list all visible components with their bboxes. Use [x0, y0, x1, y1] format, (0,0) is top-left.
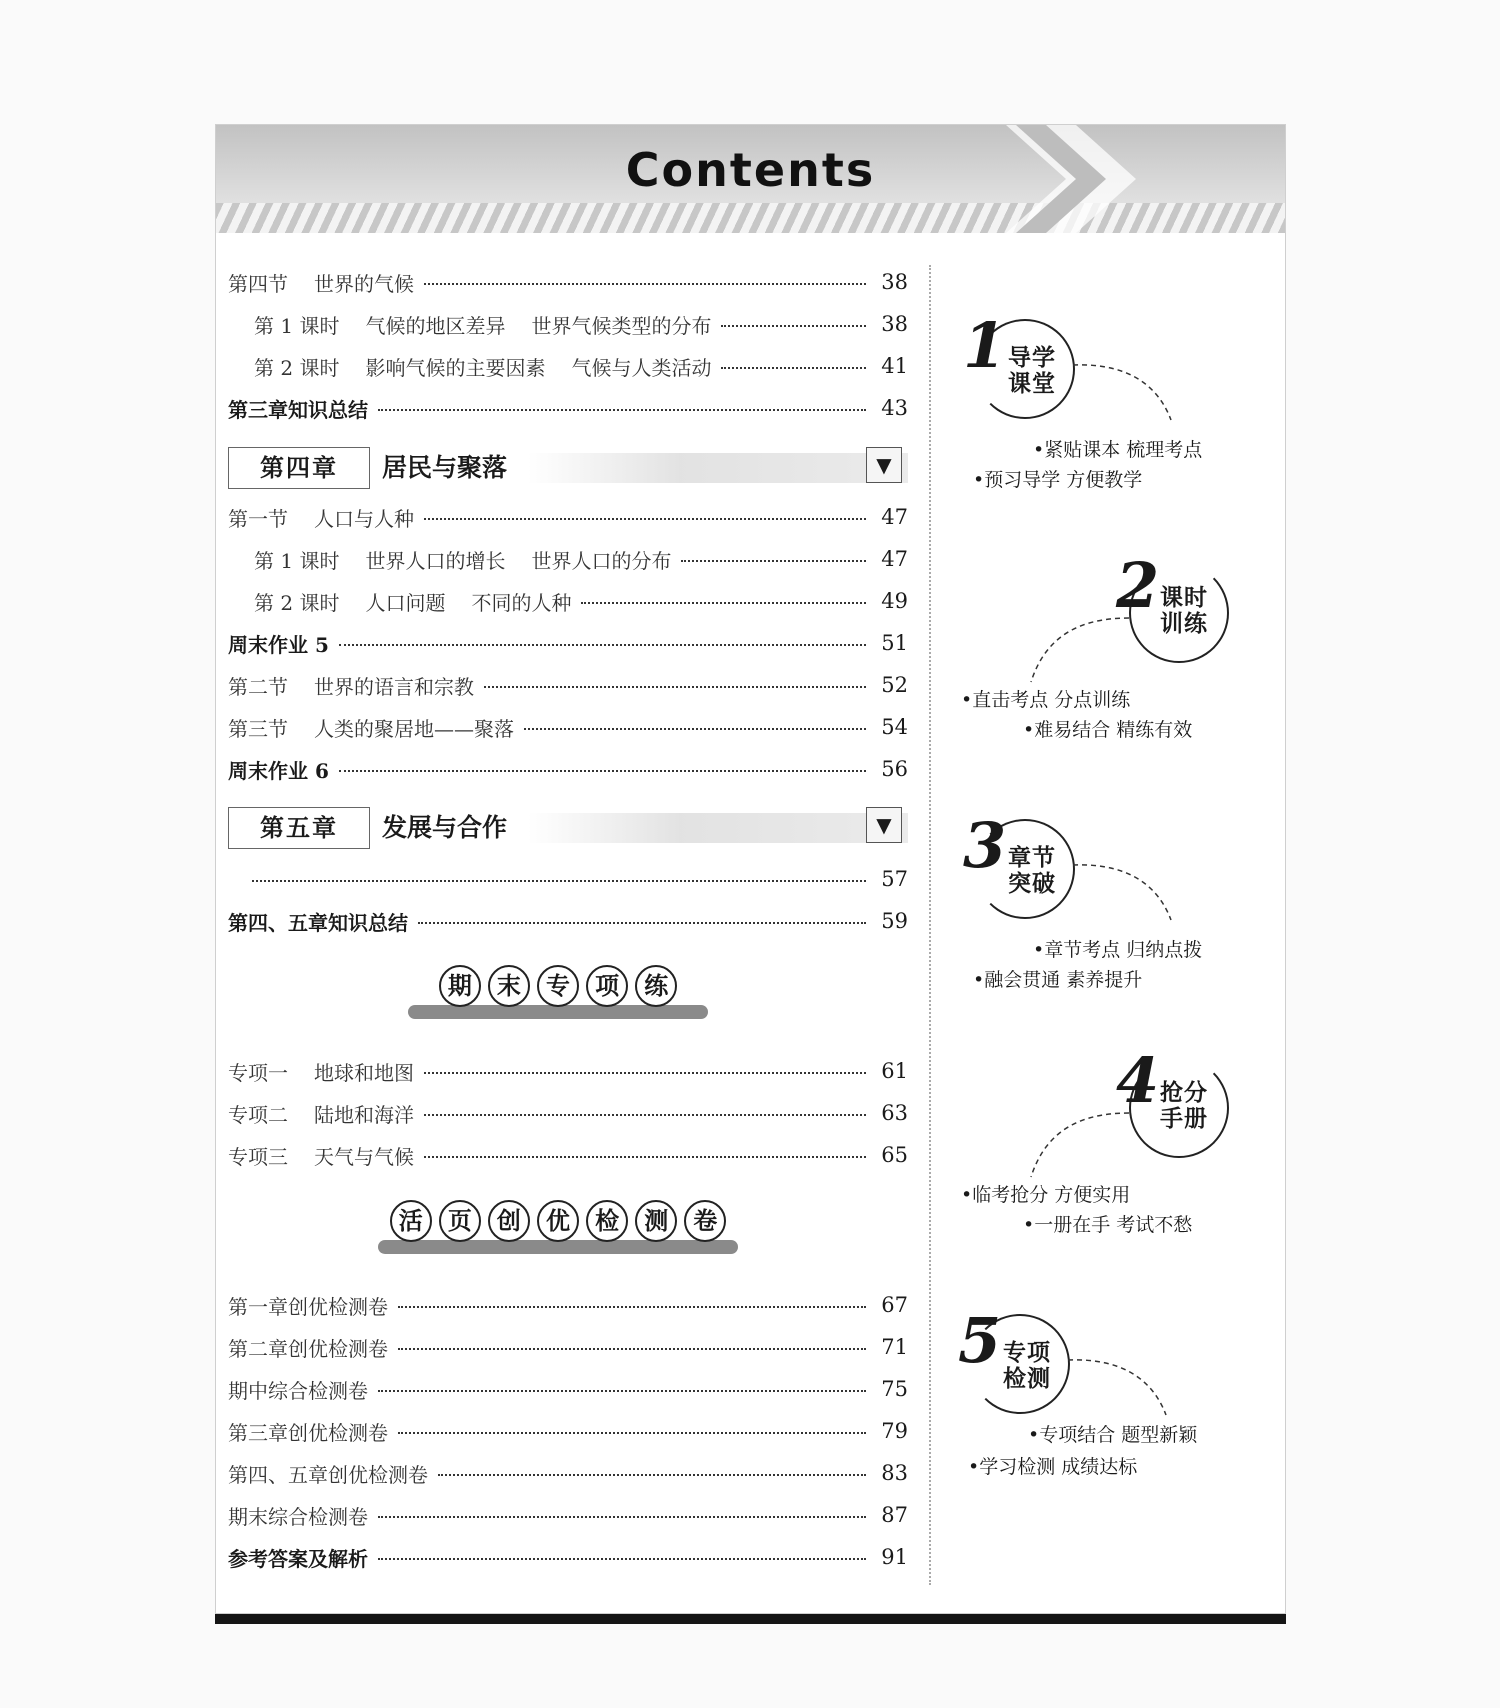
toc-entry-label: 专项一 [228, 1060, 288, 1085]
feature-bullet: •学习检测 成绩达标 [968, 1456, 1138, 1478]
toc-entry[interactable] [228, 265, 908, 299]
toc-page-number: 61 [881, 1059, 908, 1083]
chevron-down-icon[interactable]: ▼ [866, 807, 902, 843]
toc-entry-label: 专项三 [228, 1144, 288, 1169]
toc-entry[interactable] [228, 1054, 908, 1088]
chapter-heading [228, 807, 928, 851]
feature-block-5 [956, 1304, 1256, 1480]
section-title-final-practice [408, 965, 708, 1025]
toc-entry-title: 影响气候的主要因素 [365, 355, 546, 380]
column-divider [929, 265, 931, 1585]
feature-title: 专项检测 [1003, 1340, 1051, 1392]
toc-entry[interactable] [228, 1372, 908, 1406]
toc-entry-label: 第二章创优检测卷 [228, 1336, 388, 1361]
feature-number: 2 [1116, 549, 1160, 622]
feature-block-3 [961, 809, 1261, 991]
toc-entry[interactable] [228, 1288, 908, 1322]
toc-entry-label: 第一节 [228, 506, 288, 531]
section-title-char: 页 [439, 1200, 481, 1242]
section-title-char: 创 [488, 1200, 530, 1242]
toc-entry-title: 世界的气候 [314, 271, 414, 296]
section-title-char: 练 [635, 965, 677, 1007]
feature-bullet: •融会贯通 素养提升 [973, 969, 1143, 991]
toc-entry-title: 地球和地图 [314, 1060, 414, 1085]
toc-entry[interactable] [228, 1330, 908, 1364]
toc-page-number: 87 [881, 1503, 908, 1527]
chapter-number: 第五章 [228, 807, 370, 849]
feature-bullet: •紧贴课本 梳理考点 [1033, 439, 1203, 461]
toc-entry-label: 周末作业 5 [228, 632, 329, 657]
feature-number: 1 [963, 309, 1007, 382]
toc-entry-title: 气候的地区差异 [365, 313, 506, 338]
feature-number: 4 [1116, 1044, 1160, 1117]
toc-page-number: 38 [881, 270, 908, 294]
toc-entry-label: 专项二 [228, 1102, 288, 1127]
dashed-curve-icon [1071, 855, 1181, 925]
toc-entry-label: 第一章创优检测卷 [228, 1294, 388, 1319]
toc-page-number: 57 [881, 867, 908, 891]
section-title-char: 测 [635, 1200, 677, 1242]
toc-entry[interactable] [228, 584, 908, 618]
toc-entry-label: 期末综合检测卷 [228, 1504, 368, 1529]
feature-block-2 [951, 549, 1251, 741]
feature-number: 3 [963, 809, 1007, 882]
section-title-bar [408, 1005, 708, 1019]
toc-entry[interactable] [228, 626, 908, 660]
toc-page-number: 54 [881, 715, 908, 739]
contents-banner [216, 125, 1285, 233]
toc-page-number: 75 [881, 1377, 908, 1401]
feature-block-1 [961, 309, 1261, 491]
toc-entry-label: 参考答案及解析 [228, 1546, 368, 1571]
toc-page-number: 67 [881, 1293, 908, 1317]
toc-entry-label: 第三章创优检测卷 [228, 1420, 388, 1445]
feature-bullet: •临考抢分 方便实用 [961, 1184, 1131, 1206]
toc-entry-label: 第 1 课时 [254, 313, 340, 338]
toc-entry-label: 第四、五章知识总结 [228, 910, 408, 935]
toc-page-number: 56 [881, 757, 908, 781]
toc-page-number: 91 [881, 1545, 908, 1569]
section-title-bar [378, 1240, 738, 1254]
toc-page-number: 49 [881, 589, 908, 613]
toc-entry[interactable] [228, 349, 908, 383]
feature-title: 抢分手册 [1160, 1080, 1208, 1132]
feature-bullet: •难易结合 精练有效 [1023, 719, 1193, 741]
section-title-char: 专 [537, 965, 579, 1007]
chapter-heading [228, 447, 928, 491]
toc-page-number: 65 [881, 1143, 908, 1167]
toc-entry[interactable] [228, 1096, 908, 1130]
toc-entry[interactable] [228, 307, 908, 341]
feature-title: 课时训练 [1160, 585, 1208, 637]
toc-entry-title: 世界的语言和宗教 [314, 674, 474, 699]
toc-entry[interactable] [228, 1540, 908, 1574]
toc-page-number: 63 [881, 1101, 908, 1125]
feature-bullet: •预习导学 方便教学 [973, 469, 1143, 491]
toc-entry-title: 人类的聚居地——聚落 [314, 716, 514, 741]
toc-entry-label: 第三章知识总结 [228, 397, 368, 422]
chapter-name: 发展与合作 [382, 813, 508, 842]
toc-entry-title: 气候与人类活动 [571, 355, 712, 380]
toc-entry[interactable] [228, 904, 908, 938]
toc-page-number: 47 [881, 547, 908, 571]
chapter-heading-fade [528, 453, 908, 483]
toc-entry[interactable] [228, 1456, 908, 1490]
toc-entry-label: 第二节 [228, 674, 288, 699]
feature-title: 导学课堂 [1008, 345, 1056, 397]
toc-entry-title: 世界气候类型的分布 [531, 313, 712, 338]
toc-entry[interactable] [228, 752, 908, 786]
toc-page-number: 52 [881, 673, 908, 697]
toc-entry-label: 期中综合检测卷 [228, 1378, 368, 1403]
section-title-char: 项 [586, 965, 628, 1007]
toc-entry-label: 第 2 课时 [254, 355, 340, 380]
toc-entry[interactable] [228, 1138, 908, 1172]
feature-bullet: •直击考点 分点训练 [961, 689, 1131, 711]
chapter-heading-fade [528, 813, 908, 843]
toc-entry-title: 天气与气候 [314, 1144, 414, 1169]
dashed-curve-icon [1021, 610, 1131, 685]
feature-bullet: •章节考点 归纳点拨 [1033, 939, 1203, 961]
chapter-number: 第四章 [228, 447, 370, 489]
dashed-curve-icon [1066, 1350, 1176, 1420]
toc-page-number: 59 [881, 909, 908, 933]
contents-page [215, 124, 1286, 1614]
section-title-char: 末 [488, 965, 530, 1007]
section-title-char: 活 [390, 1200, 432, 1242]
toc-entry-title: 不同的人种 [471, 590, 572, 615]
toc-entry-title: 人口问题 [365, 590, 446, 615]
page-title: Contents [625, 143, 876, 197]
section-title-char: 检 [586, 1200, 628, 1242]
section-title-char: 卷 [684, 1200, 726, 1242]
chapter-name: 居民与聚落 [382, 453, 508, 482]
toc-entry[interactable] [228, 1498, 908, 1532]
toc-page-number: 43 [881, 396, 908, 420]
toc-entry-label: 第 1 课时 [254, 548, 340, 573]
toc-entry[interactable] [228, 391, 908, 425]
toc-entry[interactable] [228, 862, 908, 896]
toc-page-number: 41 [881, 354, 908, 378]
feature-bullet: •一册在手 考试不愁 [1023, 1214, 1193, 1236]
toc-entry-label: 第四节 [228, 271, 288, 296]
toc-entry-label: 第 2 课时 [254, 590, 340, 615]
toc-page-number: 79 [881, 1419, 908, 1443]
toc-entry[interactable] [228, 710, 908, 744]
toc-entry-title: 陆地和海洋 [314, 1102, 414, 1127]
chevron-down-icon[interactable]: ▼ [866, 447, 902, 483]
feature-number: 5 [958, 1304, 1002, 1377]
toc-page-number: 83 [881, 1461, 908, 1485]
toc-entry[interactable] [228, 500, 908, 534]
toc-page-number: 71 [881, 1335, 908, 1359]
toc-page-number: 51 [881, 631, 908, 655]
toc-entry[interactable] [228, 1414, 908, 1448]
toc-page-number: 38 [881, 312, 908, 336]
feature-block-4 [951, 1044, 1251, 1236]
toc-entry-title: 世界人口的增长 [365, 548, 506, 573]
toc-entry-title: 世界人口的分布 [531, 548, 672, 573]
dashed-curve-icon [1021, 1105, 1131, 1180]
feature-bullet: •专项结合 题型新颖 [1028, 1424, 1198, 1446]
toc-page-number: 47 [881, 505, 908, 529]
section-title-char: 优 [537, 1200, 579, 1242]
section-title-loose-leaf-tests [378, 1200, 738, 1260]
dashed-curve-icon [1071, 355, 1181, 425]
toc-entry[interactable] [228, 668, 908, 702]
toc-entry[interactable] [228, 542, 908, 576]
feature-title: 章节突破 [1008, 845, 1056, 897]
toc-entry-label: 第四、五章创优检测卷 [228, 1462, 428, 1487]
toc-entry-label: 周末作业 6 [228, 758, 329, 783]
toc-entry-label: 第三节 [228, 716, 288, 741]
section-title-char: 期 [439, 965, 481, 1007]
toc-entry-title: 人口与人种 [314, 506, 414, 531]
